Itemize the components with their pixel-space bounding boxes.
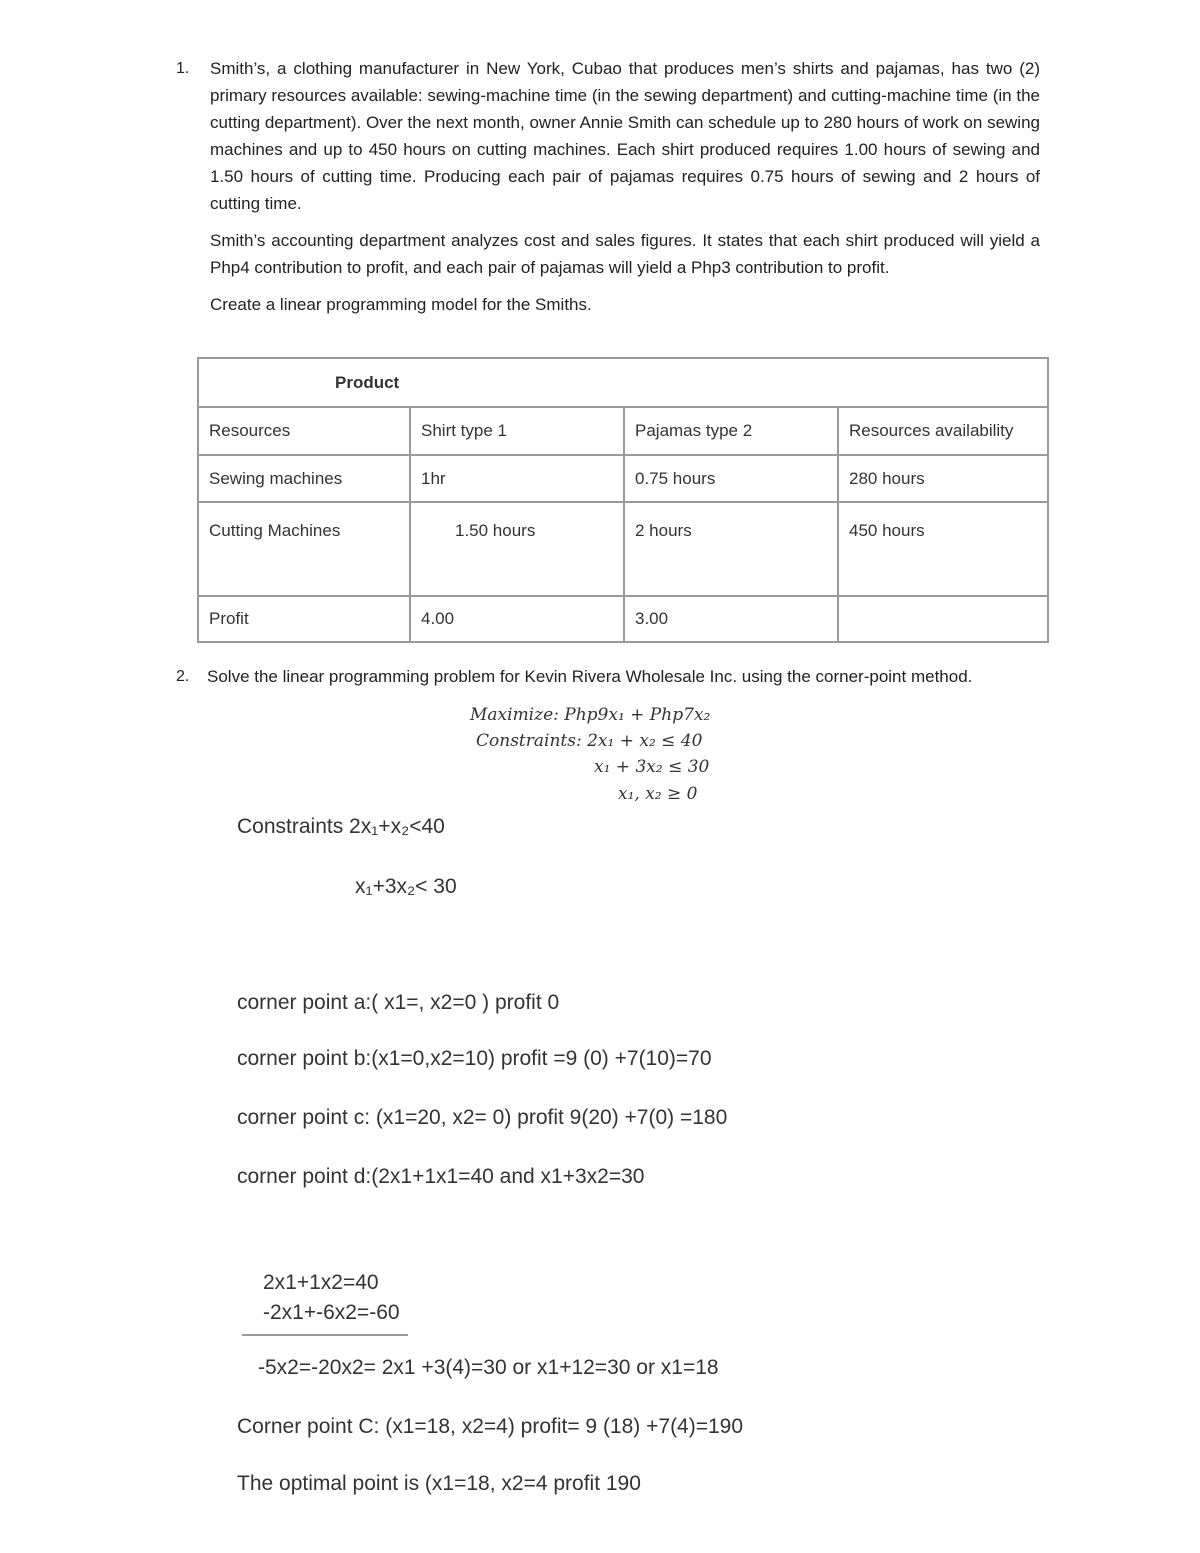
- answer-constraints-line-2: x₁+3x₂< 30: [355, 875, 457, 898]
- table-cell: Cutting Machines: [198, 502, 410, 596]
- table-row: [198, 596, 1048, 642]
- elimination-result: -5x2=-20x2= 2x1 +3(4)=30 or x1+12=30 or x1=18: [258, 1356, 719, 1379]
- question-1-paragraph-3: Create a linear programming model for the Smiths.: [210, 295, 592, 314]
- optimal-point: The optimal point is (x1=18, x2=4 profit 190: [237, 1472, 641, 1495]
- constraint-1: Constraints: 2x₁ + x₂ ≤ 40: [476, 731, 703, 751]
- table-row: [198, 407, 1048, 455]
- table-header-product: Product: [198, 358, 1048, 407]
- table-cell: 1.50 hours: [410, 502, 624, 596]
- table-cell: [838, 596, 1048, 642]
- objective-function: Maximize: Php9x₁ + Php7x₂: [470, 705, 711, 725]
- table-cell: 2 hours: [624, 502, 838, 596]
- table-row: [198, 502, 1048, 596]
- table-cell: Pajamas type 2: [624, 407, 838, 455]
- table-cell: 1hr: [410, 455, 624, 502]
- question-2-prompt: Solve the linear programming problem for Kevin Rivera Wholesale Inc. using the corner-point method.: [207, 667, 973, 686]
- table-cell: 0.75 hours: [624, 455, 838, 502]
- table-cell: 450 hours: [838, 502, 1048, 596]
- table-cell: Shirt type 1: [410, 407, 624, 455]
- table-cell: Sewing machines: [198, 455, 410, 502]
- corner-point-d: corner point d:(2x1+1x1=40 and x1+3x2=30: [237, 1165, 645, 1188]
- sum-rule-line: [242, 1334, 408, 1336]
- question-1-number: 1.: [176, 60, 190, 77]
- table-cell: 3.00: [624, 596, 838, 642]
- corner-point-C-final: Corner point C: (x1=18, x2=4) profit= 9 (18) +7(4)=190: [237, 1415, 744, 1438]
- table-row: [198, 455, 1048, 502]
- table-cell: 4.00: [410, 596, 624, 642]
- table-cell: Profit: [198, 596, 410, 642]
- constraint-3: x₁, x₂ ≥ 0: [618, 784, 698, 804]
- elimination-equation-2: -2x1+-6x2=-60: [263, 1301, 400, 1324]
- corner-point-a: corner point a:( x1=, x2=0 ) profit 0: [237, 991, 560, 1014]
- table-cell: 280 hours: [838, 455, 1048, 502]
- table-cell: Resources availability: [838, 407, 1048, 455]
- question-2-number: 2.: [176, 668, 190, 685]
- table-cell: Resources: [198, 407, 410, 455]
- question-1-paragraph-2: Smith’s accounting department analyzes cost and sales figures. It states that each shirt produced will yield a Php4 contribution to profit, and each pair of pajamas will yield a Php3 contribution to profit.: [210, 231, 1040, 277]
- product-table: [197, 357, 1049, 643]
- constraint-2: x₁ + 3x₂ ≤ 30: [594, 757, 710, 777]
- corner-point-c: corner point c: (x1=20, x2= 0) profit 9(20) +7(0) =180: [237, 1106, 728, 1129]
- elimination-equation-1: 2x1+1x2=40: [263, 1271, 379, 1294]
- corner-point-b: corner point b:(x1=0,x2=10) profit =9 (0) +7(10)=70: [237, 1047, 712, 1070]
- answer-constraints-line-1: Constraints 2x₁+x₂<40: [237, 815, 445, 838]
- question-1-paragraph-1: Smith’s, a clothing manufacturer in New York, Cubao that produces men’s shirts and pajamas, has two (2) primary resources available: sewing-machine time (in the sewing department) and cutting-machine time (in the cutting department). Over the next month, owner Annie Smith can schedule up to 280 hours of work on sewing machines and up to 450 hours on cutting machines. Each shirt produced requires 1.00 hours of sewing and 1.50 hours of cutting time. Producing each pair of pajamas requires 0.75 hours of sewing and 2 hours of cutting time.: [210, 59, 1040, 213]
